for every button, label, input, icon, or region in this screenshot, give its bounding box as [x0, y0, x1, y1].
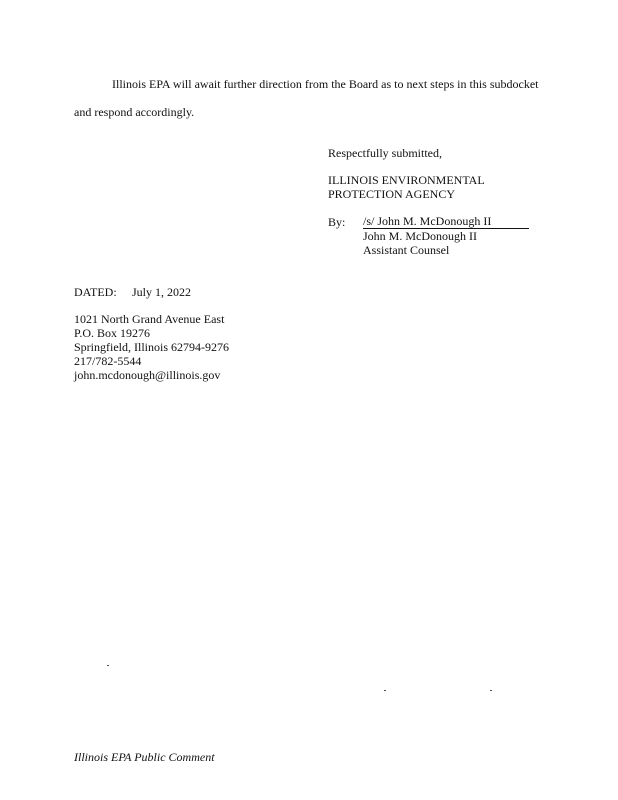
body-paragraph-line-2: and respond accordingly. — [74, 105, 195, 119]
closing-text: Respectfully submitted, — [328, 146, 442, 160]
scan-speck — [490, 690, 492, 691]
dated-value: July 1, 2022 — [132, 285, 192, 299]
agency-name — [328, 173, 485, 201]
scan-speck — [107, 665, 109, 666]
address-phone: 217/782-5544 — [74, 354, 142, 368]
footer-label: Illinois EPA Public Comment — [74, 750, 215, 764]
agency-line-1: ILLINOIS ENVIRONMENTAL — [328, 173, 485, 187]
address-email: john.mcdonough@illinois.gov — [74, 368, 221, 382]
signature-line: /s/ John M. McDonough II — [363, 215, 529, 229]
address-po-box: P.O. Box 19276 — [74, 326, 151, 340]
by-label: By: — [328, 215, 346, 229]
address-block — [74, 312, 229, 382]
body-paragraph-line-1: Illinois EPA will await further direction from the Board as to next steps in this subdocket — [112, 77, 539, 91]
signer-title: Assistant Counsel — [363, 243, 450, 257]
dated-label: DATED: — [74, 285, 117, 299]
address-street: 1021 North Grand Avenue East — [74, 312, 225, 326]
signer-name: John M. McDonough II — [363, 229, 477, 243]
agency-line-2: PROTECTION AGENCY — [328, 187, 456, 201]
address-city: Springfield, Illinois 62794-9276 — [74, 340, 229, 354]
scan-speck — [384, 690, 386, 691]
